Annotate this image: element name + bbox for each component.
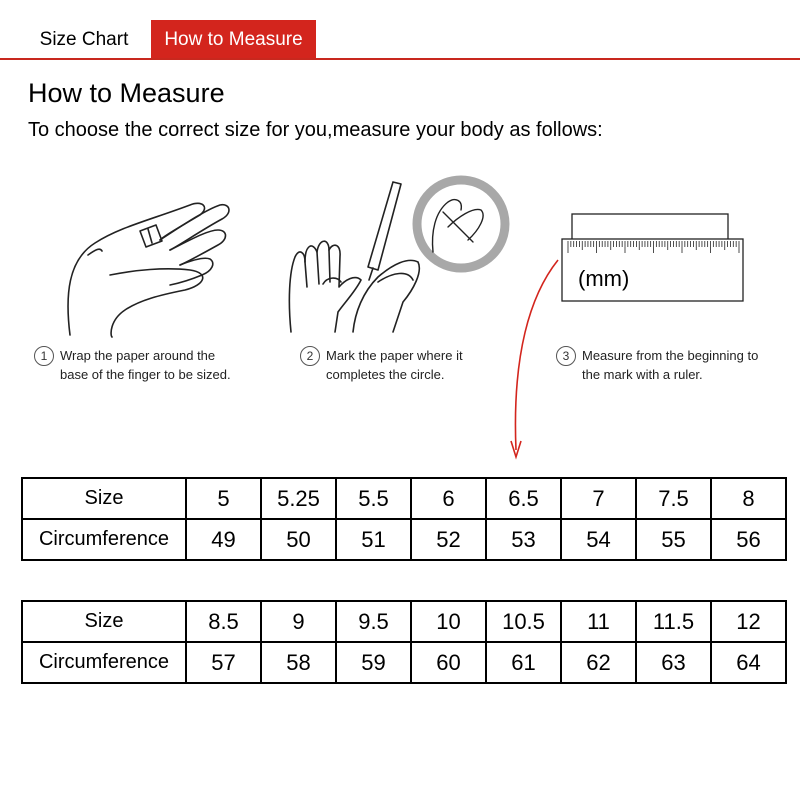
size-cell: 8.5 [186, 601, 261, 642]
tab-size-chart[interactable]: Size Chart [28, 20, 140, 58]
circumference-cell: 52 [411, 519, 486, 560]
circumference-cell: 53 [486, 519, 561, 560]
circumference-cell: 64 [711, 642, 786, 683]
circumference-header-cell: Circumference [22, 519, 186, 560]
circumference-cell: 58 [261, 642, 336, 683]
size-cell: 6 [411, 478, 486, 519]
tab-how-to-measure[interactable]: How to Measure [151, 20, 316, 58]
circumference-row [22, 519, 786, 560]
size-table-2 [21, 600, 787, 684]
step-text: Mark the paper where it completes the circle. [326, 348, 463, 382]
size-row [22, 601, 786, 642]
size-cell: 10 [411, 601, 486, 642]
tab-bar [0, 0, 800, 60]
size-cell: 5.25 [261, 478, 336, 519]
circumference-cell: 50 [261, 519, 336, 560]
step-number: 1 [34, 346, 54, 366]
size-cell: 7.5 [636, 478, 711, 519]
size-cell: 6.5 [486, 478, 561, 519]
size-cell: 8 [711, 478, 786, 519]
step-text: Measure from the beginning to the mark with a ruler. [582, 348, 759, 382]
ruler-unit-label: (mm) [578, 266, 630, 291]
circumference-cell: 62 [561, 642, 636, 683]
size-cell: 5 [186, 478, 261, 519]
circumference-cell: 54 [561, 519, 636, 560]
size-cell: 10.5 [486, 601, 561, 642]
size-header-cell: Size [22, 601, 186, 642]
size-cell: 7 [561, 478, 636, 519]
circumference-row [22, 642, 786, 683]
circumference-cell: 49 [186, 519, 261, 560]
circumference-cell: 57 [186, 642, 261, 683]
circumference-cell: 61 [486, 642, 561, 683]
circumference-cell: 56 [711, 519, 786, 560]
size-cell: 11 [561, 601, 636, 642]
circumference-header-cell: Circumference [22, 642, 186, 683]
mark-paper-illustration [283, 172, 513, 340]
circumference-cell: 51 [336, 519, 411, 560]
hand-wrap-illustration [40, 185, 250, 340]
size-row [22, 478, 786, 519]
size-cell: 5.5 [336, 478, 411, 519]
step-number: 3 [556, 346, 576, 366]
circumference-cell: 59 [336, 642, 411, 683]
circumference-cell: 63 [636, 642, 711, 683]
size-cell: 11.5 [636, 601, 711, 642]
step-text: Wrap the paper around the base of the finger to be sized. [60, 348, 231, 382]
size-table-1 [21, 477, 787, 561]
page-title: How to Measure [28, 78, 225, 108]
page-subtitle: To choose the correct size for you,measure your body as follows: [28, 119, 603, 141]
tab-underline [0, 58, 800, 60]
circumference-cell: 55 [636, 519, 711, 560]
step-number: 2 [300, 346, 320, 366]
size-cell: 9.5 [336, 601, 411, 642]
size-cell: 9 [261, 601, 336, 642]
circumference-cell: 60 [411, 642, 486, 683]
size-cell: 12 [711, 601, 786, 642]
size-header-cell: Size [22, 478, 186, 519]
